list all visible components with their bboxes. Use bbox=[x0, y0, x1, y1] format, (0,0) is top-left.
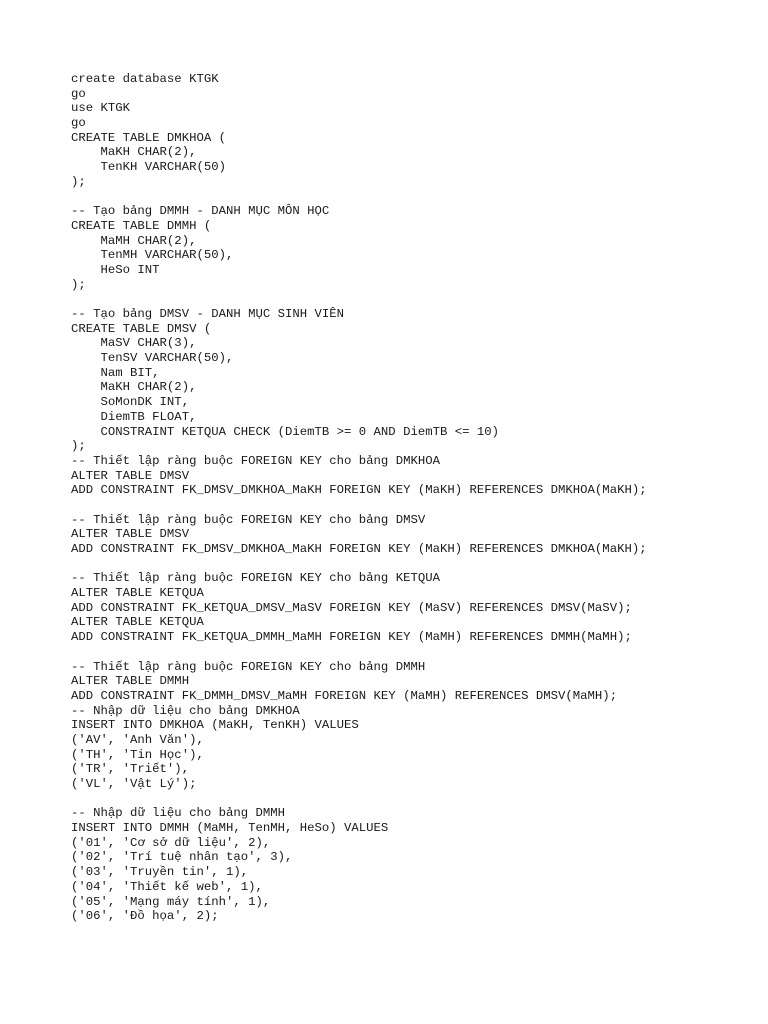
code-line bbox=[71, 498, 647, 513]
code-line: -- Tạo bảng DMSV - DANH MỤC SINH VIÊN bbox=[71, 307, 345, 321]
code-line: DiemTB FLOAT, bbox=[71, 409, 197, 424]
code-line: ('05', 'Mạng máy tính', 1), bbox=[71, 894, 271, 909]
code-line: ALTER TABLE DMMH bbox=[71, 674, 190, 689]
code-line: CONSTRAINT KETQUA CHECK (DiemTB >= 0 AND DiemTB <= 10) bbox=[71, 424, 500, 439]
code-line: Nam BIT, bbox=[71, 365, 160, 380]
code-line: SoMonDK INT, bbox=[71, 395, 190, 410]
code-line: -- Thiết lập ràng buộc FOREIGN KEY cho bảng DMSV bbox=[71, 512, 426, 527]
code-line: CREATE TABLE DMKHOA ( bbox=[71, 130, 226, 145]
code-line: MaSV CHAR(3), bbox=[71, 336, 197, 351]
code-line: ALTER TABLE DMSV bbox=[71, 527, 190, 542]
code-line: INSERT INTO DMKHOA (MaKH, TenKH) VALUES bbox=[71, 718, 359, 733]
code-line: MaKH CHAR(2), bbox=[71, 380, 197, 395]
code-line: -- Nhập dữ liệu cho bảng DMKHOA bbox=[71, 703, 300, 718]
code-line: ADD CONSTRAINT FK_DMSV_DMKHOA_MaKH FOREIGN KEY (MaKH) REFERENCES DMKHOA(MaKH); bbox=[71, 542, 647, 556]
code-line bbox=[71, 292, 647, 307]
code-line: ADD CONSTRAINT FK_DMMH_DMSV_MaMH FOREIGN KEY (MaMH) REFERENCES DMSV(MaMH); bbox=[71, 688, 618, 703]
code-line: -- Thiết lập ràng buộc FOREIGN KEY cho bảng KETQUA bbox=[71, 571, 440, 586]
code-line: -- Tạo bảng DMMH - DANH MỤC MÔN HỌC bbox=[71, 204, 330, 219]
code-line: ('TR', 'Triết'), bbox=[71, 762, 190, 777]
code-line: TenKH VARCHAR(50) bbox=[71, 160, 226, 175]
code-line: ALTER TABLE KETQUA bbox=[71, 586, 204, 601]
code-line: ('04', 'Thiết kế web', 1), bbox=[71, 879, 263, 894]
code-line: -- Nhập dữ liệu cho bảng DMMH bbox=[71, 806, 286, 821]
code-line: HeSo INT bbox=[71, 262, 160, 277]
code-line bbox=[71, 792, 647, 807]
code-line: ('AV', 'Anh Văn'), bbox=[71, 732, 204, 747]
code-line: go bbox=[71, 86, 86, 101]
code-line: MaMH CHAR(2), bbox=[71, 233, 197, 248]
code-line: MaKH CHAR(2), bbox=[71, 145, 197, 160]
code-line: ALTER TABLE DMSV bbox=[71, 468, 190, 483]
code-line: ADD CONSTRAINT FK_KETQUA_DMMH_MaMH FOREIGN KEY (MaMH) REFERENCES DMMH(MaMH); bbox=[71, 630, 632, 645]
code-line: ('06', 'Đồ họa', 2); bbox=[71, 909, 219, 924]
code-line: -- Thiết lập ràng buộc FOREIGN KEY cho bảng DMMH bbox=[71, 659, 426, 674]
code-line: -- Thiết lập ràng buộc FOREIGN KEY cho bảng DMKHOA bbox=[71, 453, 440, 468]
code-line bbox=[71, 645, 647, 660]
code-line: ('02', 'Trí tuệ nhân tạo', 3), bbox=[71, 850, 293, 865]
code-line: ('TH', 'Tin Học'), bbox=[71, 747, 204, 762]
code-line: ('01', 'Cơ sở dữ liệu', 2), bbox=[71, 835, 271, 850]
code-line: ('VL', 'Vật Lý'); bbox=[71, 777, 197, 791]
code-line: CREATE TABLE DMSV ( bbox=[71, 321, 212, 336]
code-line: ALTER TABLE KETQUA bbox=[71, 615, 204, 630]
code-line: ); bbox=[71, 174, 86, 189]
code-line: CREATE TABLE DMMH ( bbox=[71, 218, 212, 233]
sql-code-block bbox=[71, 72, 647, 924]
code-line: TenMH VARCHAR(50), bbox=[71, 248, 234, 263]
code-line: TenSV VARCHAR(50), bbox=[71, 351, 234, 366]
code-line: ADD CONSTRAINT FK_DMSV_DMKHOA_MaKH FOREIGN KEY (MaKH) REFERENCES DMKHOA(MaKH); bbox=[71, 483, 647, 498]
code-line: create database KTGK bbox=[71, 72, 219, 86]
code-line: ADD CONSTRAINT FK_KETQUA_DMSV_MaSV FOREIGN KEY (MaSV) REFERENCES DMSV(MaSV); bbox=[71, 600, 632, 615]
code-line bbox=[71, 190, 647, 205]
code-line: ); bbox=[71, 277, 86, 292]
code-line: ); bbox=[71, 439, 86, 454]
code-line: go bbox=[71, 116, 86, 131]
code-line bbox=[71, 557, 647, 572]
code-line: ('03', 'Truyền tin', 1), bbox=[71, 865, 249, 880]
code-line: INSERT INTO DMMH (MaMH, TenMH, HeSo) VALUES bbox=[71, 821, 389, 836]
code-line: use KTGK bbox=[71, 101, 131, 116]
